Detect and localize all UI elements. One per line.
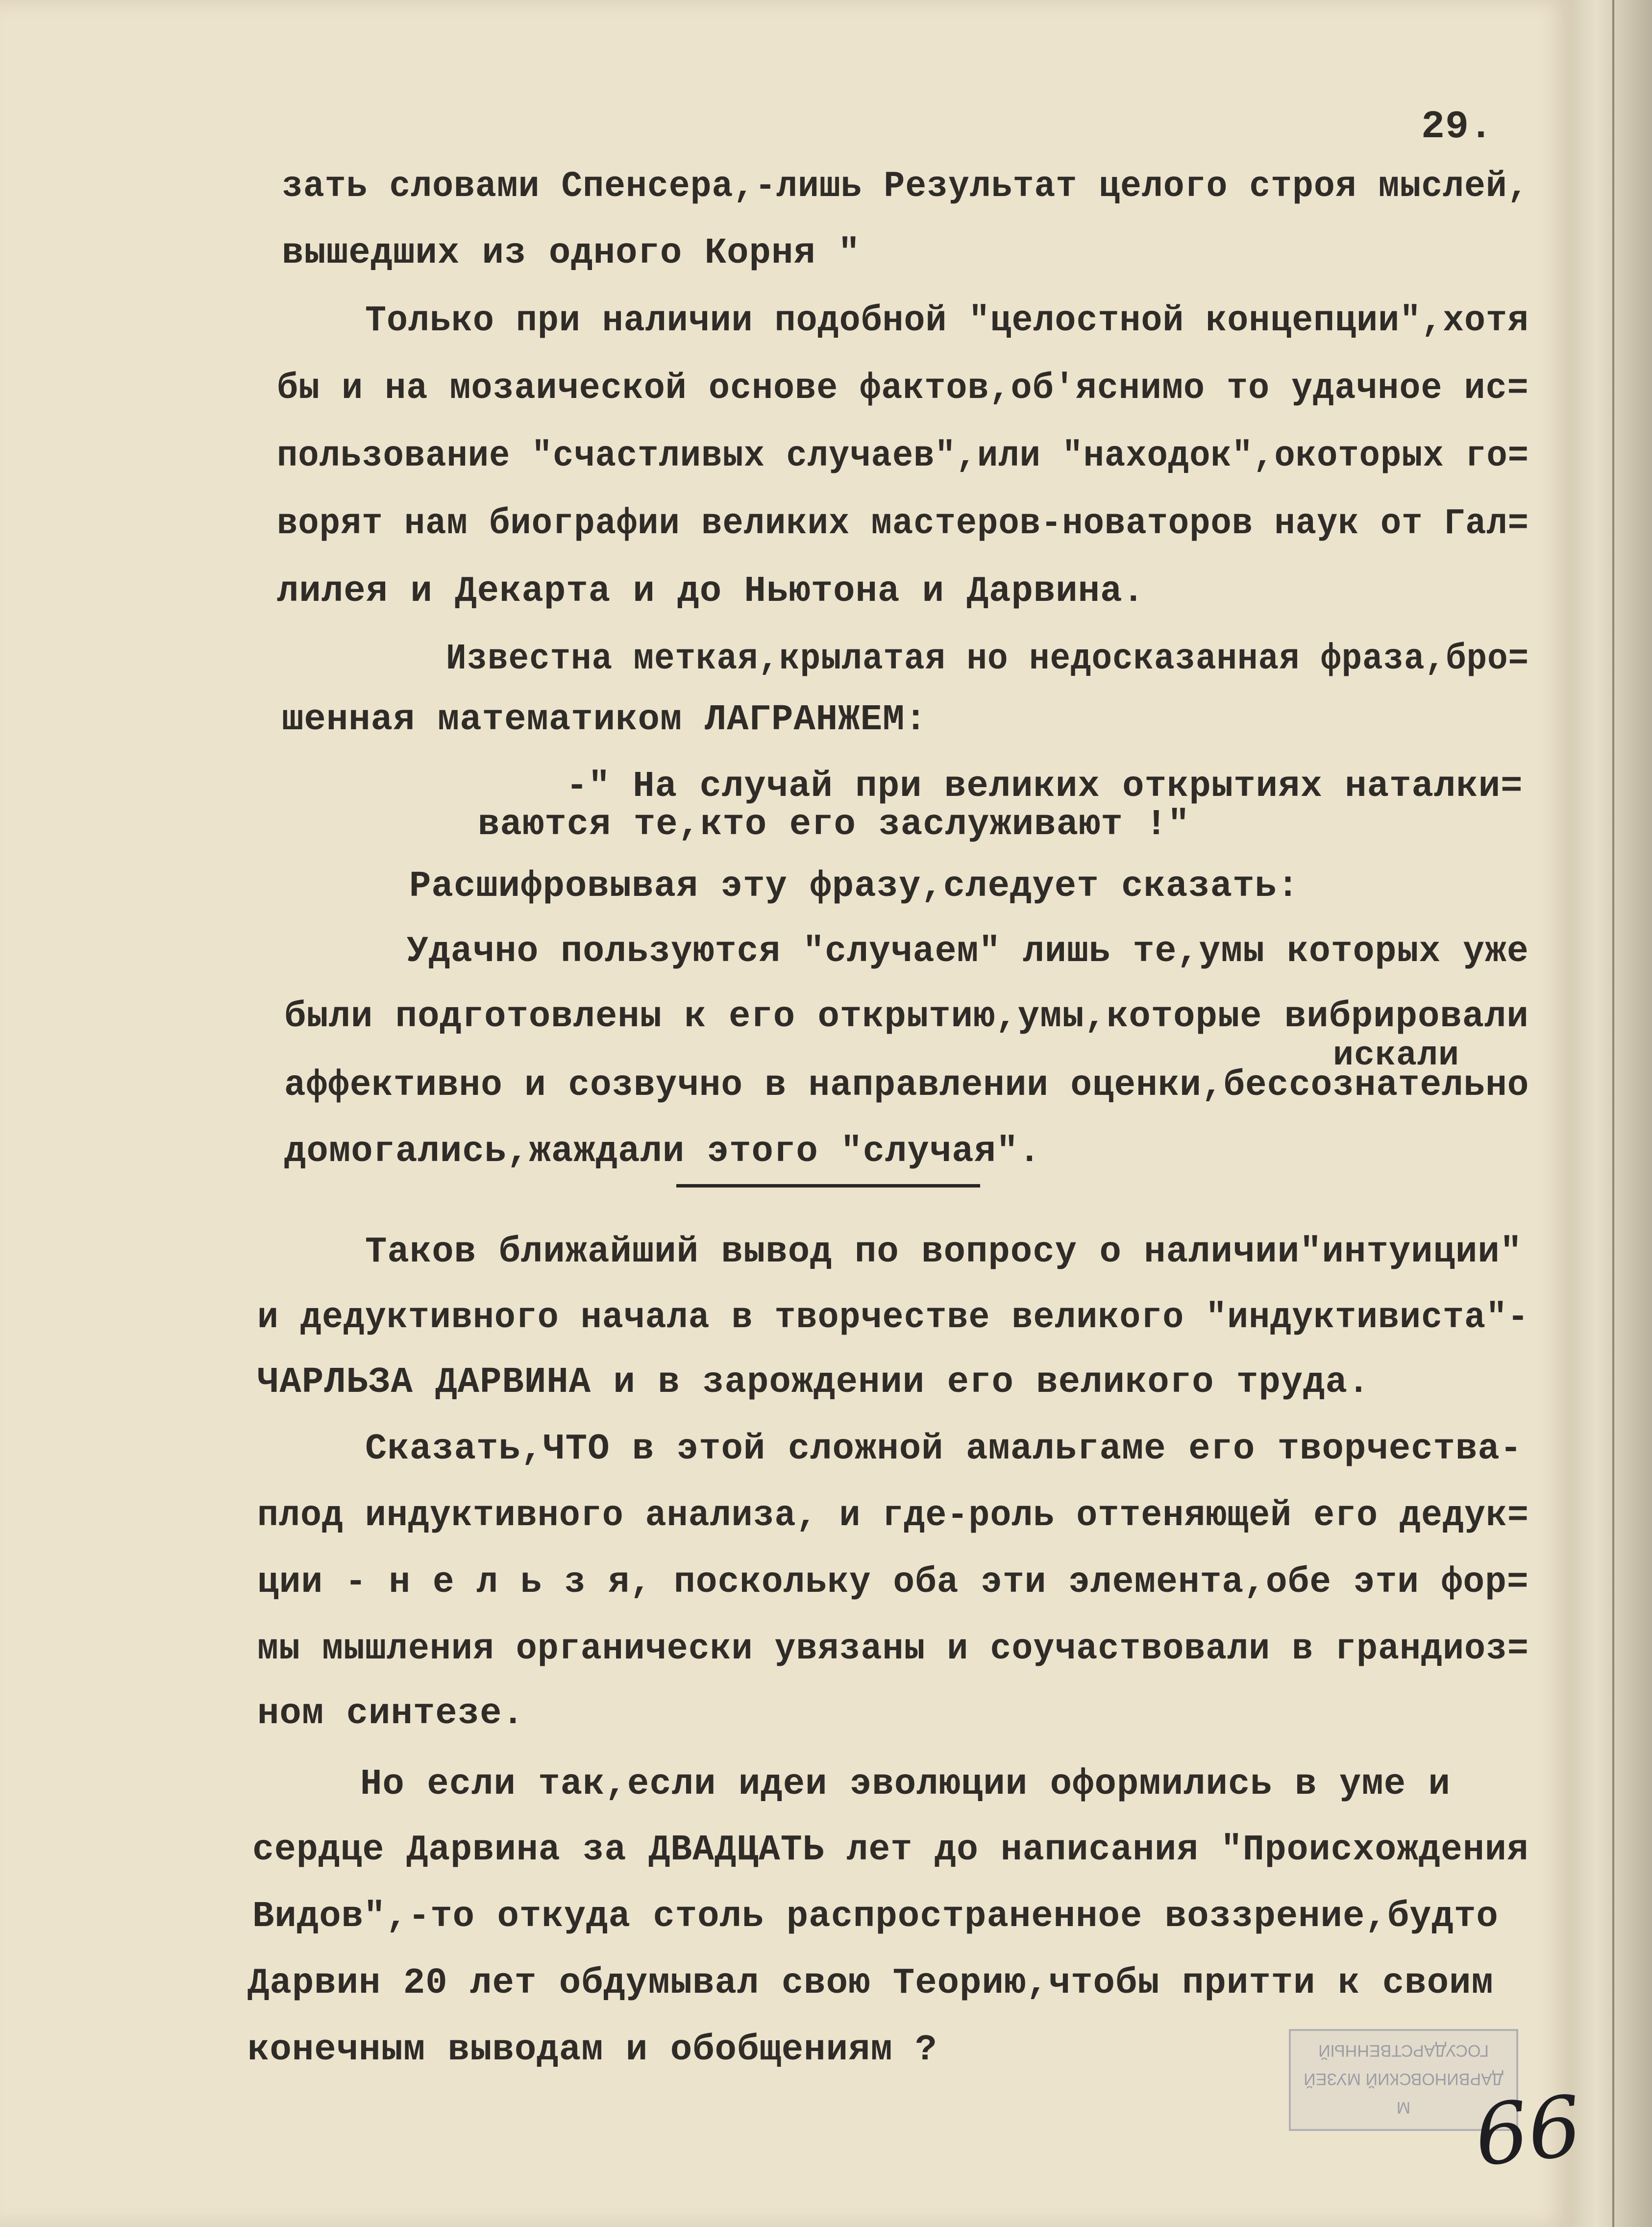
text-line-18: и дедуктивного начала в творчестве великого "индуктивиста"- (257, 1297, 1529, 1338)
text-line-25: Но если так,если идеи эволюции оформились в уме и (360, 1764, 1451, 1805)
text-line-28: Дарвин 20 лет обдумывал свою Теорию,чтобы притти к своим (247, 1963, 1494, 2004)
text-line-3: Только при наличии подобной "целостной концепции",хотя (365, 300, 1529, 342)
interlinear-insertion: искали (1333, 1037, 1460, 1075)
text-line-8: Известна меткая,крылатая но недосказанная фраза,бро= (446, 639, 1529, 680)
text-line-22: ции - н е л ь з я, поскольку оба эти элемента,обе эти фор= (257, 1562, 1529, 1603)
text-line-10: -" На случай при великих открытиях наталки= (566, 766, 1523, 807)
text-line-23: мы мышления органически увязаны и соучаствовали в грандиоз= (257, 1629, 1529, 1670)
text-line-1: зать словами Спенсера,-лишь Результат целого строя мыслей, (282, 166, 1529, 207)
text-line-20: Сказать,ЧТО в этой сложной амальгаме его творчества- (365, 1429, 1523, 1470)
page-edge-line (1612, 0, 1614, 2227)
text-line-11: ваются те,кто его заслуживают !" (478, 804, 1190, 845)
handwritten-folio-number: 66 (1470, 2078, 1586, 2185)
stamp-line-1: ГОСУДАРСТВЕННЫЙ (1318, 2041, 1489, 2060)
stamp-line-2: ДАРВИНОВСКИЙ МУЗЕЙ (1304, 2070, 1504, 2088)
text-line-15: аффективно и созвучно в направлении оценки,бессознательно (284, 1065, 1529, 1106)
text-line-21: плод индуктивного анализа, и где-роль оттеняющей его дедук= (257, 1495, 1529, 1536)
text-line-24: ном синтезе. (257, 1693, 524, 1734)
text-line-13: Удачно пользуются "случаем" лишь те,умы которых уже (407, 931, 1529, 972)
section-divider (676, 1184, 980, 1188)
text-line-17: Таков ближайший вывод по вопросу о наличии"интуиции" (365, 1232, 1523, 1273)
text-line-4: бы и на мозаической основе фактов,об'яснимо то удачное ис= (277, 368, 1529, 409)
text-line-27: Видов",-то откуда столь распространенное воззрение,будто (252, 1896, 1499, 1937)
text-line-29: конечным выводам и обобщениям ? (247, 2029, 937, 2071)
stamp-line-3: М (1396, 2098, 1411, 2117)
text-line-16: домогались,жаждали этого "случая". (284, 1131, 1041, 1172)
text-line-26: сердце Дарвина за ДВАДЦАТЬ лет до написания "Происхождения (252, 1830, 1529, 1871)
text-line-7: лилея и Декарта и до Ньютона и Дарвина. (277, 571, 1145, 612)
text-line-12: Расшифровывая эту фразу,следует сказать: (409, 866, 1300, 907)
text-line-6: ворят нам биографии великих мастеров-новаторов наук от Гал= (277, 503, 1529, 544)
text-line-19: ЧАРЛЬЗА ДАРВИНА и в зарождении его великого труда. (257, 1362, 1370, 1403)
text-line-5: пользование "счастливых случаев",или "находок",окоторых го= (277, 436, 1529, 477)
page-number: 29. (1421, 105, 1494, 149)
text-line-2: вышедших из одного Корня " (282, 233, 861, 274)
text-line-14: были подготовлены к его открытию,умы,которые вибрировали (284, 996, 1529, 1038)
text-line-9: шенная математиком ЛАГРАНЖЕМ: (282, 699, 927, 741)
